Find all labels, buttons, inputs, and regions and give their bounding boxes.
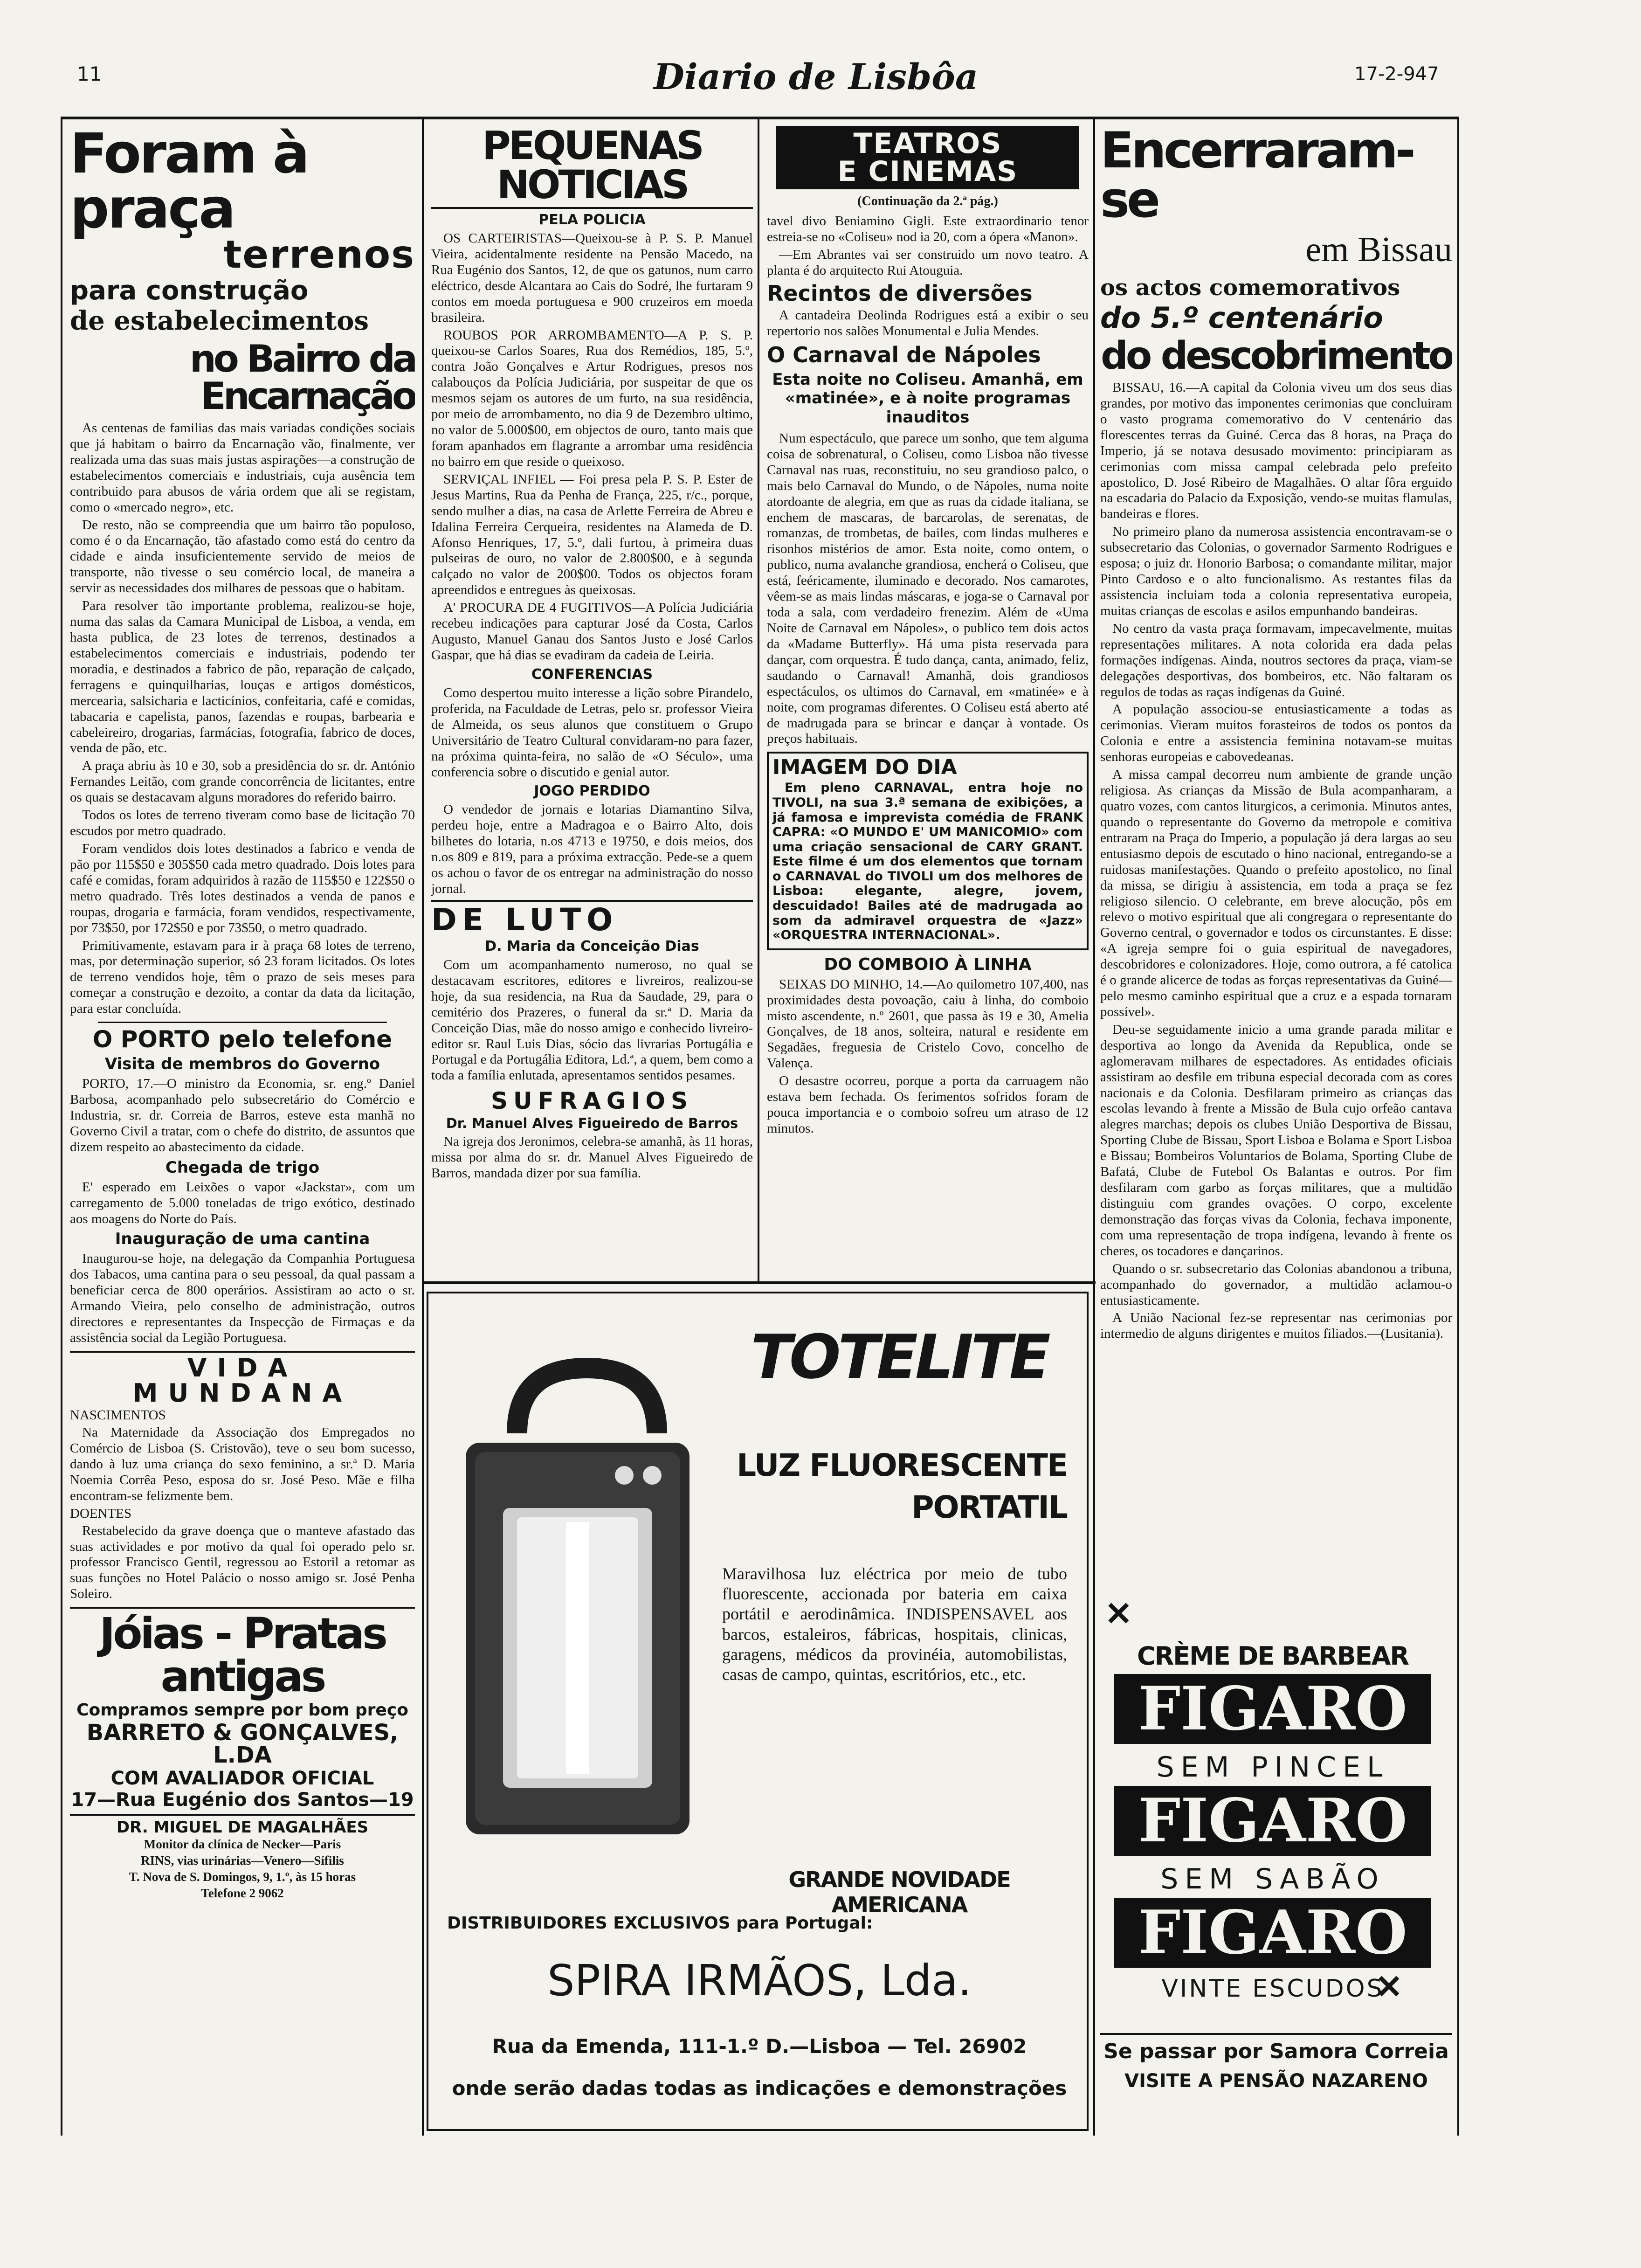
article-paragraph: OS CARTEIRISTAS—Queixou-se à P. S. P. Manuel Vieira, acidentalmente residente na Pensão Macedo, na Rua Eugénio dos Santos, 12, de que os gatunos, num carro eléctrico, desde Alcantara ao Cais do Sodré, lhe furtaram 9 contos em moeda portuguesa e 900 cruzeiros em moeda brasileira. [431, 231, 753, 325]
article-paragraph: A União Nacional fez-se representar nas cerimonias por intermedio de alguns dirigentes e muitos filiados.—(Lusitania). [1100, 1310, 1452, 1341]
article-paragraph: Para resolver tão importante problema, realizou-se hoje, numa das salas da Camara Municipal de Lisboa, a venda, em hasta publica, de 23 lotes de terrenos, destinados a estabelecimentos comerciais e industriais, podendo ter moradia, e destinados a fabrico de pão, reparação de calçado, ferragens e quinquilharias, louças e artigos domésticos, mercearia, salsicharia e lacticínios, confeitaria, café e comidas, tabacaria e capelista, panos, fazendas e roupas, barbearia e cabeleireiro, drogarias, farmácias, fotografia, fabrico de doces, venda de pão, etc. [70, 598, 415, 756]
col-divider-1 [422, 117, 424, 2136]
left-rule [61, 117, 62, 2136]
ad-totelite-footer: onde serão dadas todas as indicações e demonstrações [452, 2077, 1067, 2100]
right-rule [1457, 117, 1459, 2136]
article-paragraph: BISSAU, 16.—A capital da Colonia viveu um dos seus dias grandes, por motivo das imponentes cerimonias que concluiram o vasto programa comemorativo do V centenário das florescentes terras da Guiné. Cerca das 8 horas, na Praça do Imperio, já se notava desusado movimento: principiaram as cerimonias com missa campal celebrada pelo prefeito apostolico, D. José Ribeiro de Magalhães. O altar fôra erguido na escadaria do Palacio da Exposição, vendo-se muitas flamulas, bandeiras e flores. [1100, 380, 1452, 522]
article-paragraph: Restabelecido da grave doença que o manteve afastado das suas actividades e por motivo da qual foi operado pelo sr. professor Francisco Gentil, regressou ao Estoril a retomar as suas funções no Hotel Palácio o nosso amigo sr. José Penha Soleiro. [70, 1523, 415, 1602]
article-paragraph: Primitivamente, estavam para ir à praça 68 lotes de terreno, mas, por determinação superior, só 23 foram licitados. Os lotes de terreno vendidos hoje, têm o prazo de seis meses para começar a construção e dezoito, a contar da data da licitação, para estar concluída. [70, 938, 415, 1016]
figaro-sub-3: VINTE ESCUDOS [1161, 1975, 1384, 2003]
section-pela-policia: PELA POLICIA [538, 212, 646, 228]
page-date: 17-2-947 [1354, 63, 1439, 85]
figaro-sub-2: SEM SABÃO [1160, 1863, 1385, 1895]
ad-totelite-novidade: GRANDE NOVIDADE AMERICANA [788, 1867, 1010, 1917]
ad-joias-line: COM AVALIADOR OFICIAL [110, 1768, 374, 1790]
article-paragraph: SERVIÇAL INFIEL — Foi presa pela P. S. P. Ester de Jesus Martins, Rua da Penha de França, 225, r/c., porque, sendo mulher a dias, na casa de Arlette Ferreira de Abreu e Idalina Ferreira Cerqueira, residentes na Alameda de D. Afonso Henriques, 17, 5.º, dali furtou, à primeira duas pulseiras de ouro, no valor de 2.800$00, e à segunda calçado no valor de 200$00. Todos os objectos foram apreendidos e entregues às queixosas. [431, 471, 753, 598]
top-rule [61, 117, 1459, 119]
figaro-footer-1: Se passar por Samora Correia [1100, 2033, 1452, 2063]
article-paragraph: Num espectáculo, que parece um sonho, que tem alguma coisa de sobrenatural, o Coliseu, como Lisboa não tivesse Carnaval nas ruas, reconstituiu, no seu grandioso palco, o mais belo Carnaval do Mundo, o de Nápoles, numa noite atordoante de alegria, em que as ruas da cidade italiana, se enchem de mascaras, de barcarolas, de serenatas, de romanzas, de trombetas, de bailes, com lindas mulheres e risonhos mistérios de amor. Esta noite, como ontem, o publico, numa avalanche grandiosa, encherá o Coliseu, que está, feéricamente, iluminado e decorado. Nos camarotes, vêem-se as mais lindas máscaras, e joga-se o Carnaval por toda a sala, com verdadeiro frenezim. Além de «Uma Noite de Carnaval em Nápoles», o publico tem dois actos da «Madame Butterfly». Há uma pista reservada para dançar, com orquestra. É tudo dança, canta, animado, feliz, saudando o Carnaval! Amanhã, dois grandiosos espectáculos, os ultimos do Carnaval, em «matinée» e à noite, com programas diferentes. O Coliseu está aberto até de madrugada para se brincar e dançar à vontade. Os preços habituais. [767, 430, 1089, 747]
headline-para-construcao: para construção [70, 276, 309, 306]
ad-doctor [70, 1814, 415, 1901]
masthead: Diario de Lisbôa [653, 56, 979, 97]
headline-bissau: em Bissau [1305, 230, 1452, 269]
cross-icon: ✕ [1375, 1970, 1403, 2005]
article-vida-mundana [70, 1351, 415, 1602]
sufragios-name: Dr. Manuel Alves Figueiredo de Barros [446, 1115, 738, 1132]
ad-joias-line: Compramos sempre por bom preço [76, 1701, 408, 1720]
porto-subhead: Inauguração de uma cantina [115, 1230, 370, 1249]
page-header [0, 56, 1641, 107]
article-paragraph: —Em Abrantes vai ser construido um novo teatro. A planta é do arquitecto Rui Atouguia. [767, 247, 1089, 278]
article-paragraph: Todos os lotes de terreno tiveram como base de licitação 70 escudos por metro quadrado. [70, 808, 415, 839]
ad-joias [70, 1607, 415, 1809]
article-paragraph: A praça abriu às 10 e 30, sob a presidência do sr. dr. António Fernandes Leitão, com grande concorrência de licitantes, entre os quais se destacavam alguns moradores do referido bairro. [70, 758, 415, 805]
article-paragraph: A cantadeira Deolinda Rodrigues está a exibir o seu repertorio nos salões Monumental e Julia Mendes. [767, 307, 1089, 339]
col-divider-2 [758, 117, 759, 1282]
ad-totelite [427, 1292, 1089, 2131]
vida-doentes-label: DOENTES [70, 1506, 132, 1521]
vida-nascimentos-label: NASCIMENTOS [70, 1408, 166, 1423]
ad-doctor-line: Telefone 2 9062 [201, 1886, 284, 1901]
article-paragraph: Deu-se seguidamente inicio a uma grande parada militar e desportiva ao longo da Avenida da Republica, onde se aglomeravam milhares de espectadores. As entidades oficiais assistiram ao desfile em tribuna especial decorada com as cores nacionais e da Colonia. Desfilaram primeiro as crianças das escolas levando à frente a Missão de Bula cujo orfeão cantava alegres marchas; depois os clubes União Desportiva de Bissau, Sporting Clube de Bissau, Sport Lisboa e Bolama e Sport Lisboa e Bissau; Bombeiros Voluntarios de Bolama, Sporting Clube de Bafatá, Clube de Futebol Os Balantas e outros. Por fim desfilaram com garbo as forças militares, que a multidão distinguiu com grandes ovações. O corpo, excelente demonstração das forças vivas da Colonia, fechava imponente, com uma representação de tropa indígena, levando à frente os cheres, os tocadores e dançarinos. [1100, 1022, 1452, 1258]
article-paragraph: A população associou-se entusiasticamente a todas as cerimonias. Vieram muitos forasteiros de todos os pontos da Colonia e entre a assistencia feminina notavam-se muitas senhoras europeias e cabovedeanas. [1100, 702, 1452, 765]
luto-name: D. Maria da Conceição Dias [485, 938, 699, 954]
column-1 [70, 126, 415, 2131]
headline-terrenos: terrenos [223, 233, 415, 277]
ad-totelite-company: SPIRA IRMÃOS, Lda. [547, 1956, 972, 2005]
ad-doctor-line: Monitor da clínica de Necker—Paris [144, 1837, 341, 1852]
section-conferencias: CONFERENCIAS [531, 666, 653, 683]
headline-descobrimento: do descobrimento [1101, 334, 1452, 378]
section-jogo-perdido: JOGO PERDIDO [534, 783, 650, 800]
headline-foram-a-praca: Foram à praça [70, 126, 308, 241]
article-paragraph: SEIXAS DO MINHO, 14.—Ao quilometro 107,400, nas proximidades desta povoação, caiu à linha, do comboio misto ascendente, n.º 2601, que passa às 19 e 30, Amelia Gonçalves, de 18 anos, solteira, natural e residente em Segadães, freguesia de Cristelo Covo, concelho de Valença. [767, 976, 1089, 1071]
article-paragraph: Inaugurou-se hoje, na delegação da Companhia Portuguesa dos Tabacos, uma cantina para o seu pessoal, da qual passam a beneficiar cerca de 800 operários. Assistiram ao acto o sr. Armando Vieira, pelo conselho de administração, outros directores e representantes da Inspecção de Firmaças e da assistência social da Legião Portuguesa. [70, 1251, 415, 1346]
carnaval-title: O Carnaval de Nápoles [767, 342, 1041, 367]
article-paragraph: Na igreja dos Jeronimos, celebra-se amanhã, às 11 horas, missa por alma do sr. dr. Manuel Alves Figueiredo de Barros, mandada dizer por sua família. [431, 1134, 753, 1181]
ad-totelite-address: Rua da Emenda, 111-1.º D.—Lisboa — Tel. 26902 [492, 2035, 1027, 2058]
article-paragraph: Foram vendidos dois lotes destinados a fabrico e venda de pão por 115$50 e 305$50 cada metro quadrado. Dois lotes para café e comidas, foram adquiridos à razão de 115$50 e 122$50 o metro quadrado. Três lotes destinados a venda de panos e roupas, drogaria e farmácia, foram vendidos, respectivamente, por 73$50, por 172$50 e por 73$50, o metro quadrado. [70, 841, 415, 935]
page-number: 11 [77, 62, 102, 85]
article-paragraph: O vendedor de jornais e lotarias Diamantino Silva, perdeu hoje, entre a Madragoa e o Bairro Alto, dois bilhetes do lotaria, n.os 4713 e 19750, e dois meios, dos n.os 809 e 819, para a próxima extracção. Pede-se a quem os achou o favor de os entregar na administração do nosso jornal. [431, 802, 753, 897]
imagem-do-dia-text: Em pleno CARNAVAL, entra hoje no TIVOLI, na sua 3.ª semana de exibições, a já famosa e imprevista comédia de FRANK CAPRA: «O MUNDO E' UM MANICOMIO» com uma criação sensacional de CARY GRANT. Este filme é um dos elementos que tornam o CARNAVAL do TIVOLI um dos melhores de Lisboa: elegante, alegre, jovem, descuidado! Bailes até de madrugada ao som da admiravel orquestra de «Jazz» «ORQUESTRA INTERNACIONAL». [772, 781, 1083, 943]
column-3 [767, 126, 1089, 1278]
porto-subhead: Chegada de trigo [165, 1158, 320, 1177]
imagem-do-dia-title: IMAGEM DO DIA [772, 755, 957, 780]
ad-totelite-line2: PORTATIL [911, 1489, 1067, 1525]
ad-joias-company: BARRETO & GONÇALVES, L.DA [86, 1720, 399, 1769]
ad-totelite-line1: LUZ FLUORESCENTE [737, 1447, 1067, 1483]
article-paragraph: No centro da vasta praça formavam, impecavelmente, muitas representações militares. A nota colorida era dada pelas formações indígenas. Ainda, noutros sectores da praça, viam-se delegações desportivas, dos bombeiros, etc. Não faltaram os regulos de todas as raças indígenas da Guiné. [1100, 621, 1452, 699]
carnaval-subtitle: Esta noite no Coliseu. Amanhã, em «matinée», e à noite programas inauditos [772, 370, 1083, 427]
headline-encerraram: Encerraram-se [1100, 126, 1413, 228]
headline-centenario: do 5.º centenário [1100, 301, 1383, 335]
pequenas-noticias-title: PEQUENAS NOTICIAS [431, 126, 753, 209]
headline-estabelecimentos: de estabelecimentos [70, 305, 369, 336]
ad-doctor-line: T. Nova de S. Domingos, 9, 1.º, às 15 horas [129, 1870, 356, 1884]
article-paragraph: As centenas de familias das mais variadas condições sociais que já habitam o bairro da Encarnação vão, finalmente, ver realizada uma das suas mais justas aspirações—a construção de estabelecimentos comerciais e industriais, cuja ausência tem contribuido para abusos de vária ordem que ali se registam, como o «mercado negro», etc. [70, 421, 415, 515]
cross-icon: ✕ [1105, 1597, 1132, 1632]
figaro-brand-3: FIGARO [1114, 1898, 1431, 1968]
ad-totelite-body: Maravilhosa luz eléctrica por meio de tubo fluorescente, accionada por bateria em caixa portátil e aerodinâmica. INDISPENSAVEL aos barcos, estaleiros, fábricas, hospitais, clinicas, garagens, médicos da provinéia, automobilistas, casas de campo, quintas, escritórios, etc., etc. [722, 1564, 1067, 1684]
teatros-title: TEATROS [853, 127, 1002, 160]
headline-actos: os actos comemorativos [1100, 275, 1400, 301]
divider [98, 1022, 387, 1023]
article-paragraph: Quando o sr. subsecretario das Colonias abandonou a tribuna, acompanhado do governador, a multidão aclamou-o entusiasticamente. [1100, 1261, 1452, 1308]
lantern-image [447, 1349, 708, 1853]
imagem-do-dia-box [767, 752, 1089, 950]
article-paragraph: Na Maternidade da Associação dos Empregados no Comércio de Lisboa (S. Cristovão), teve o seu bom sucesso, dando à luz uma criança do sexo feminino, a sr.ª D. Maria Noemia Corrêa Peso, esposa do sr. José Peso. Mãe e filha encontram-se felizmente bem. [70, 1425, 415, 1503]
article-paragraph: No primeiro plano da numerosa assistencia encontravam-se o subsecretario das Colonias, o governador Sarmento Rodrigues e esposa; o juiz dr. Honorio Barbosa; o comandante militar, major Pinto Cardoso e o alto funcionalismo. As restantes filas da assistencia incluiam toda a colonia representativa europeia, muitas crianças de escolas e asilos empunhando bandeiras. [1100, 524, 1452, 618]
porto-subhead: Visita de membros do Governo [104, 1055, 380, 1074]
ad-totelite-distributors: DISTRIBUIDORES EXCLUSIVOS para Portugal: [447, 1914, 873, 1933]
sufragios-title: SUFRAGIOS [490, 1087, 694, 1115]
vida-mundana-title: VIDA MUNDANA [132, 1353, 352, 1408]
figaro-sub-1: SEM PINCEL [1156, 1751, 1389, 1784]
article-porto [70, 1028, 415, 1346]
ad-joias-address: 17—Rua Eugénio dos Santos—19 [71, 1789, 414, 1811]
article-paragraph: tavel divo Beniamino Gigli. Este extraordinario tenor estreia-se no «Coliseu» nod ia 20, com a ópera «Manon». [767, 214, 1089, 244]
ad-totelite-brand: TOTELITE [751, 1321, 1048, 1392]
recintos-title: Recintos de diversões [767, 280, 1033, 306]
porto-title: O PORTO pelo telefone [92, 1026, 393, 1053]
lantern-illustration [447, 1349, 708, 1853]
column-2 [431, 126, 753, 1278]
article-paragraph: De resto, não se compreendia que um bairro tão populoso, como é o da Encarnação, tão afastado como está do centro da cidade e ainda insuficientemente servido de meios de transporte, não tivesse o seu comércio local, de maneira a servir as necessidades dos milhares de pessoas que o habitam. [70, 517, 415, 596]
article-paragraph: PORTO, 17.—O ministro da Economia, sr. eng.º Daniel Barbosa, acompanhado pelo subsecretário do Comércio e Industria, sr. dr. Correia de Barros, esteve esta manhã no Governo Civil a tratar, com o chefe do distrito, de assuntos que dizem respeito ao abastecimento da cidade. [70, 1076, 415, 1155]
ad-doctor-line: RINS, vias urinárias—Venero—Sífilis [141, 1853, 344, 1868]
ad-figaro [1100, 1595, 1452, 2131]
article-paragraph: Como despertou muito interesse a lição sobre Pirandelo, proferida, na Faculdade de Letras, pelo sr. professor Vieira de Almeida, os seus alunos que constituem o Grupo Universitário de Teatro Cultural convidaram-no para fazer, na próxima quinta-feira, no salão de «O Século», uma conferencia sobre o discutido e genial autor. [431, 685, 753, 780]
figaro-top: CRÈME DE BARBEAR [1137, 1641, 1408, 1671]
figaro-brand-2: FIGARO [1114, 1786, 1431, 1856]
article-paragraph: E' esperado em Leixões o vapor «Jackstar», com um carregamento de 5.000 toneladas de trigo exótico, destinado aos moagens do Norte do País. [70, 1179, 415, 1226]
column-4 [1100, 126, 1452, 1609]
figaro-brand-1: FIGARO [1114, 1674, 1431, 1744]
teatros-banner [776, 126, 1079, 189]
article-paragraph: A missa campal decorreu num ambiente de grande unção religiosa. As crianças da Missão de Bula acompanharam, a quatro vozes, com cantos liturgicos, a cerimonia. Minutos antes, quando o representante do Governo da metropole e comitiva entraram na Praça do Imperio, a população já dera largas ao seu entusiasmo depois de escutado o hino nacional, entregando-se a ruidosas manifestações. Quando o prefeito apostolico, no final da missa, se dirigiu à assistencia, em toda a praça se fez religioso silencio. O celebrante, em breve alocução, pôs em relevo o motivo espiritual que ali congregara o representante do Governo central, o governador e todos os circunstantes. E disse: «A igreja sempre foi o guia espiritual de navegadores, descobridores e colonizadores. Hoje, como outrora, a fé catolica é o grande alicerce de todas as forças representativas da Guiné—pelo mesmo caminho espiritual que a cruz e a espada tornaram possível». [1100, 767, 1452, 1019]
headline-bairro-encarnacao: no Bairro da Encarnação [189, 337, 415, 418]
continuation-note: (Continuação da 2.ª pág.) [857, 194, 998, 208]
figaro-footer-2: VISITE A PENSÃO NAZARENO [1124, 2070, 1428, 2092]
ad-doctor-name: DR. MIGUEL DE MAGALHÃES [116, 1818, 369, 1837]
de-luto-title: DE LUTO [431, 900, 753, 935]
col-divider-3 [1093, 117, 1095, 2136]
ad-joias-headline: Jóias - Pratas antigas [99, 1609, 386, 1702]
comboio-title: DO COMBOIO À LINHA [824, 954, 1032, 974]
article-paragraph: ROUBOS POR ARROMBAMENTO—A P. S. P. queixou-se Carlos Soares, Rua dos Remédios, 185, 5.º, contra João Gonçalves e Artur Rodrigues, presos nos calabouços da Polícia Judiciária, por suspeitar de que os mesmos sejam os autores de um furto, na sua residência, por meio de arrombamento, no dia 9 de Dezembro ultimo, no valor de 5.000$00, em objectos de ouro, tanto mais que foram apanhados em flagrante a arrombar uma residência no bairro em que reside o queixoso. [431, 327, 753, 469]
article-paragraph: O desastre ocorreu, porque a porta da carruagem não estava bem fechada. Os ferimentos sofridos foram de pouca importancia e o comboio sofreu um atraso de 12 minutos. [767, 1073, 1089, 1136]
article-terrenos [70, 126, 415, 1017]
cinemas-title: E CINEMAS [837, 155, 1018, 188]
article-paragraph: A' PROCURA DE 4 FUGITIVOS—A Polícia Judiciária recebeu indicações para capturar José da Costa, Carlos Augusto, Manuel Ganau dos Santos Justo e José Carlos Gaspar, que há dias se evadiram da cadeia de Leiria. [431, 600, 753, 663]
article-paragraph: Com um acompanhamento numeroso, no qual se destacavam escritores, editores e livreiros, realizou-se hoje, da sua residencia, na Rua da Saudade, 29, para o cemitério dos Prazeres, o funeral da sr.ª D. Maria da Conceição Dias, mãe do nosso amigo e conhecido livreiro-editor sr. Raul Luis Dias, sócio das livrarias Portugália e Portugal e da Portugália Editora, Ld.ª, a quem, bem como a toda a família enlutada, apresentamos sentidos pesames. [431, 957, 753, 1083]
ad-top-rule [422, 1281, 1096, 1284]
